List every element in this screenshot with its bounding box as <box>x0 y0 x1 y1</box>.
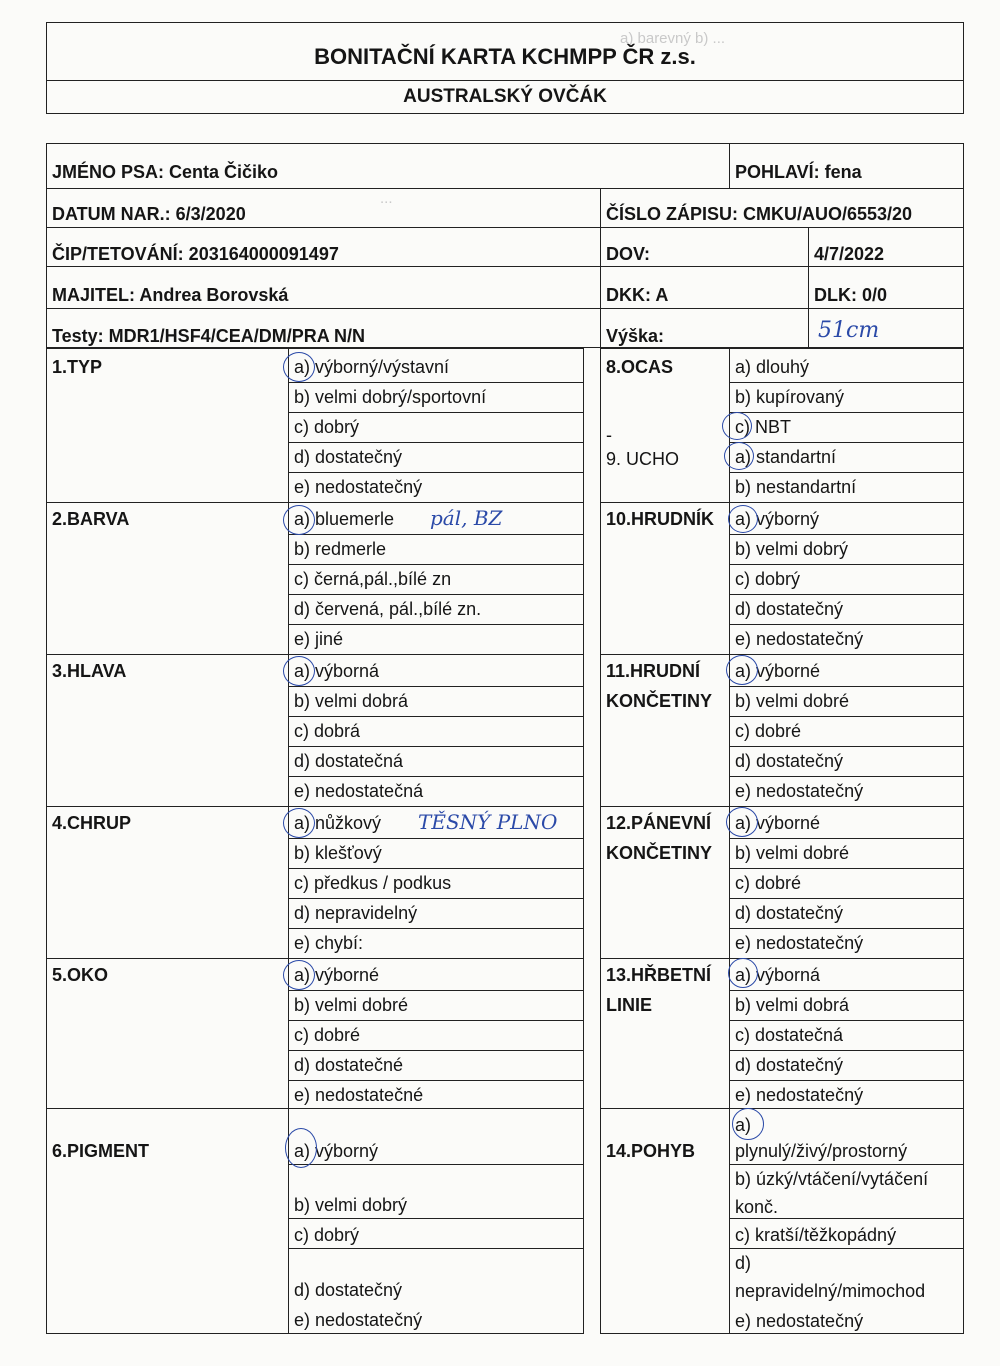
option-item: e) nedostatečný <box>735 1085 864 1105</box>
selection-circle <box>724 442 754 470</box>
option-item: e) nedostatečný <box>294 477 423 497</box>
option-item: d) červená, pál.,bílé zn. <box>294 599 482 619</box>
row-divider <box>288 1080 584 1081</box>
row-divider <box>288 898 584 899</box>
option-item: c) kratší/těžkopádný <box>735 1225 897 1245</box>
section-divider <box>46 1108 584 1109</box>
chip-number: ČIP/TETOVÁNÍ: 203164000091497 <box>52 244 339 264</box>
row-divider <box>729 1020 964 1021</box>
row-divider <box>729 412 964 413</box>
option-item: b) velmi dobrá <box>735 995 850 1015</box>
selection-circle <box>283 808 315 838</box>
section-label-line2: KONČETINY <box>606 691 713 711</box>
option-item: b) velmi dobré <box>735 691 850 711</box>
section-label: 14.POHYB <box>606 1141 696 1161</box>
section-divider <box>600 1108 964 1109</box>
section-label-line2: 9. UCHO <box>606 449 680 469</box>
section-divider <box>600 806 964 807</box>
option-item: a) výborná <box>735 965 821 985</box>
row-divider <box>729 1050 964 1051</box>
bleed-text: ... <box>380 190 393 207</box>
row-divider <box>288 534 584 535</box>
dlk: DLK: 0/0 <box>814 285 888 305</box>
row-divider <box>288 716 584 717</box>
row-divider <box>288 990 584 991</box>
row-divider <box>288 1020 584 1021</box>
dkk: DKK: A <box>606 285 669 305</box>
row-divider <box>729 928 964 929</box>
section-label: 5.OKO <box>52 965 109 985</box>
section-label: 10.HRUDNÍK <box>606 509 715 529</box>
row-divider <box>288 594 584 595</box>
section-divider <box>600 502 964 503</box>
option-item: e) nedostatečná <box>294 781 424 801</box>
selection-circle <box>726 807 758 837</box>
owner: MAJITEL: Andrea Borovská <box>52 285 289 305</box>
row-divider <box>729 442 964 443</box>
option-item: nepravidelný/mimochod <box>735 1281 926 1301</box>
option-item: a) výborný/výstavní <box>294 357 450 377</box>
row-divider <box>288 442 584 443</box>
section-divider <box>600 654 964 655</box>
row-divider <box>729 776 964 777</box>
page-title: BONITAČNÍ KARTA KCHMPP ČR z.s. <box>314 44 696 69</box>
option-item: e) nedostatečný <box>735 933 864 953</box>
option-item: e) chybí: <box>294 933 364 953</box>
row-divider <box>729 534 964 535</box>
row-divider <box>729 624 964 625</box>
option-item: a) výborná <box>294 661 380 681</box>
section-divider <box>46 654 584 655</box>
row-divider <box>729 868 964 869</box>
section-label: 2.BARVA <box>52 509 130 529</box>
height-handwritten: 51cm <box>818 318 880 343</box>
row-divider <box>729 564 964 565</box>
section-label: 13.HŘBETNÍ <box>606 965 712 985</box>
option-item: e) nedostatečný <box>735 1311 864 1331</box>
row-divider <box>288 776 584 777</box>
selection-circle <box>283 505 315 535</box>
option-item: d) dostatečný <box>735 599 844 619</box>
row-divider <box>288 746 584 747</box>
row-divider <box>729 1248 964 1249</box>
option-item: plynulý/živý/prostorný <box>735 1141 908 1161</box>
selection-circle <box>732 1108 764 1140</box>
row-divider <box>288 472 584 473</box>
row-divider <box>288 1218 584 1219</box>
row-divider <box>288 624 584 625</box>
section-label-line2: LINIE <box>606 995 653 1015</box>
option-item: a) standartní <box>735 447 837 467</box>
row-divider <box>288 838 584 839</box>
page-subtitle: AUSTRALSKÝ OVČÁK <box>403 86 607 107</box>
section-divider <box>46 806 584 807</box>
option-item: c) dobrý <box>294 1225 360 1245</box>
selection-circle <box>283 960 315 990</box>
option-item: c) dostatečná <box>735 1025 844 1045</box>
option-item: e) nedostatečné <box>294 1085 424 1105</box>
dov-label: DOV: <box>606 244 651 264</box>
row-divider <box>288 1248 584 1249</box>
row-divider <box>729 382 964 383</box>
option-item: d) dostatečný <box>735 1055 844 1075</box>
row-divider <box>729 716 964 717</box>
option-item: a) bluemerle <box>294 509 395 529</box>
row-divider <box>729 990 964 991</box>
section-label: 6.PIGMENT <box>52 1141 150 1161</box>
option-item: d) dostatečný <box>294 447 403 467</box>
option-item: a) výborné <box>735 661 821 681</box>
option-item: a) výborný <box>735 509 820 529</box>
option-item: d) dostatečná <box>294 751 404 771</box>
option-item: c) dobré <box>294 1025 361 1045</box>
row-divider <box>729 898 964 899</box>
barva-handwritten-note: pál, BZ <box>430 506 503 530</box>
option-item: d) nepravidelný <box>294 903 418 923</box>
dov-value: 4/7/2022 <box>814 244 885 264</box>
section-divider <box>600 958 964 959</box>
selection-circle <box>283 352 315 382</box>
section-label: 3.HLAVA <box>52 661 127 681</box>
selection-circle <box>728 958 758 988</box>
option-item: c) předkus / podkus <box>294 873 452 893</box>
section-label-line2: KONČETINY <box>606 843 713 863</box>
option-item: b) úzký/vtáčení/vytáčení <box>735 1169 929 1189</box>
option-item: b) velmi dobrý <box>735 539 849 559</box>
section-label: 1.TYP <box>52 357 103 377</box>
option-item: d) dostatečný <box>294 1280 403 1300</box>
option-item: b) velmi dobré <box>735 843 850 863</box>
option-item: c) dobrý <box>294 417 360 437</box>
tests: Testy: MDR1/HSF4/CEA/DM/PRA N/N <box>52 326 366 346</box>
section-label: 11.HRUDNÍ <box>606 661 701 681</box>
row-divider <box>288 412 584 413</box>
dog-name: JMÉNO PSA: Centa Čičiko <box>52 162 279 182</box>
row-divider <box>288 928 584 929</box>
row-divider <box>729 1164 964 1165</box>
option-item: b) velmi dobrý/sportovní <box>294 387 487 407</box>
option-item: b) kupírovaný <box>735 387 845 407</box>
option-item: konč. <box>735 1197 779 1217</box>
row-divider <box>288 1164 584 1165</box>
row-divider <box>288 868 584 869</box>
option-item: d) <box>735 1253 752 1273</box>
option-item: c) dobrý <box>735 569 801 589</box>
option-item: d) dostatečné <box>294 1055 404 1075</box>
dog-sex: POHLAVÍ: fena <box>735 162 862 182</box>
option-item: a) výborné <box>294 965 380 985</box>
option-item: b) velmi dobrý <box>294 1195 408 1215</box>
row-divider <box>729 746 964 747</box>
option-item: c) černá,pál.,bílé zn <box>294 569 452 589</box>
option-item: a) nůžkový <box>294 813 382 833</box>
row-divider <box>729 472 964 473</box>
option-item: c) dobrá <box>294 721 361 741</box>
section-label: 12.PÁNEVNÍ <box>606 813 712 833</box>
option-item: b) velmi dobrá <box>294 691 409 711</box>
row-divider <box>729 594 964 595</box>
row-divider <box>729 838 964 839</box>
selection-circle <box>283 656 315 686</box>
section-label: 4.CHRUP <box>52 813 132 833</box>
row-divider <box>729 1080 964 1081</box>
option-item: e) nedostatečný <box>294 1310 423 1330</box>
option-item: b) velmi dobré <box>294 995 409 1015</box>
selection-circle <box>285 1128 317 1168</box>
row-divider <box>288 564 584 565</box>
option-item: d) dostatečný <box>735 751 844 771</box>
option-item: a) <box>735 1115 752 1135</box>
section-divider <box>46 958 584 959</box>
option-item: c) dobré <box>735 873 802 893</box>
selection-circle <box>722 412 752 440</box>
option-item: c) dobré <box>735 721 802 741</box>
birth-date: DATUM NAR.: 6/3/2020 <box>52 204 246 224</box>
section-label: 8.OCAS <box>606 357 674 377</box>
option-item: a) dlouhý <box>735 357 810 377</box>
row-divider <box>288 382 584 383</box>
row-divider <box>288 686 584 687</box>
height-label: Výška: <box>606 326 665 346</box>
option-item: c) NBT <box>735 417 791 437</box>
option-item: b) redmerle <box>294 539 387 559</box>
option-item: a) výborný <box>294 1141 379 1161</box>
row-divider <box>729 1218 964 1219</box>
selection-circle <box>728 505 758 533</box>
section-divider <box>46 502 584 503</box>
option-item: e) nedostatečný <box>735 781 864 801</box>
selection-circle <box>726 655 758 685</box>
option-item: e) jiné <box>294 629 344 649</box>
section-label: - <box>606 425 612 445</box>
row-divider <box>288 1050 584 1051</box>
option-item: e) nedostatečný <box>735 629 864 649</box>
option-item: d) dostatečný <box>735 903 844 923</box>
option-item: b) nestandartní <box>735 477 857 497</box>
registration-number: ČÍSLO ZÁPISU: CMKU/AUO/6553/20 <box>606 204 913 224</box>
option-item: b) klešťový <box>294 843 382 863</box>
bleed-text: a) barevný b) ... <box>620 30 726 47</box>
chrup-handwritten-note: TĚSNÝ PLNO <box>418 810 558 834</box>
option-item: a) výborné <box>735 813 821 833</box>
row-divider <box>729 686 964 687</box>
